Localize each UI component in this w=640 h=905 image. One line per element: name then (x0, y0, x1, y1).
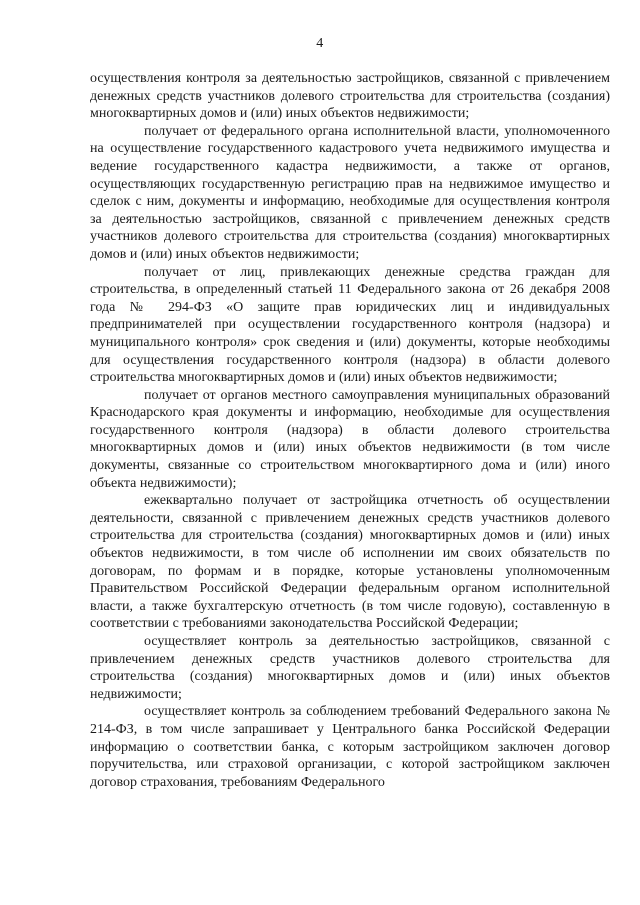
page-number: 4 (316, 36, 324, 51)
paragraph: получает от федерального органа исполнительной власти, уполномоченного на осуществление государственного кадастрового учета недвижимого имущества и ведение государственного кадастра недвижимости, а также от органов, осуществляющих государственную регистрацию прав на недвижимое имущество и сделок с ним, документы и информацию, необходимые для осуществления контроля за деятельностью застройщиков, связанной с привлечением денежных средств участников долевого строительства для строительства (создания) многоквартирных домов и (или) иных объектов недвижимости; (90, 123, 610, 262)
paragraph: получает от органов местного самоуправления муниципальных образований Краснодарского края документы и информацию, необходимые для осуществления государственного контроля (надзора) в области долевого строительства многоквартирных домов и (или) иных объектов недвижимости (в том числе документы, связанные со строительством многоквартирного дома и (или) иного объекта недвижимости); (90, 387, 610, 491)
paragraph: осуществляет контроль за соблюдением требований Федерального закона № 214-ФЗ, в том числе запрашивает у Центрального банка Российской Федерации информацию о соответствии банка, с которым застройщиком заключен договор поручительства, или страховой организации, с которой застройщиком заключен договор страхования, требованиям Федерального (90, 704, 610, 790)
paragraph: осуществления контроля за деятельностью застройщиков, связанной с привлечением денежных средств участников долевого строительства для строительства (создания) многоквартирных домов и (или) иных объектов недвижимости; (90, 71, 610, 122)
document-body (90, 70, 610, 791)
paragraph: осуществляет контроль за деятельностью застройщиков, связанной с привлечением денежных средств участников долевого строительства для строительства (создания) многоквартирных домов и (или) иных объектов недвижимости; (90, 634, 610, 702)
paragraph: ежеквартально получает от застройщика отчетность об осуществлении деятельности, связанной с привлечением денежных средств участников долевого строительства для строительства (создания) многоквартирных домов и (или) иных объектов недвижимости, в том числе об исполнении им своих обязательств по договорам, по формам и в порядке, которые установлены уполномоченным Правительством Российской Федерации федеральным органом исполнительной власти, а также бухгалтерскую отчетность (в том числе годовую), составленную в соответствии с требованиями законодательства Российской Федерации; (90, 493, 610, 632)
paragraph: получает от лиц, привлекающих денежные средства граждан для строительства, в определенный статьей 11 Федерального закона от 26 декабря 2008 года № 294-ФЗ «О защите прав юридических лиц и индивидуальных предпринимателей при осуществлении государственного контроля (надзора) и муниципального контроля» срок сведения и (или) документы, которые необходимы для осуществления государственного контроля (надзора) в области долевого строительства многоквартирных домов и (или) иных объектов недвижимости; (90, 264, 610, 386)
